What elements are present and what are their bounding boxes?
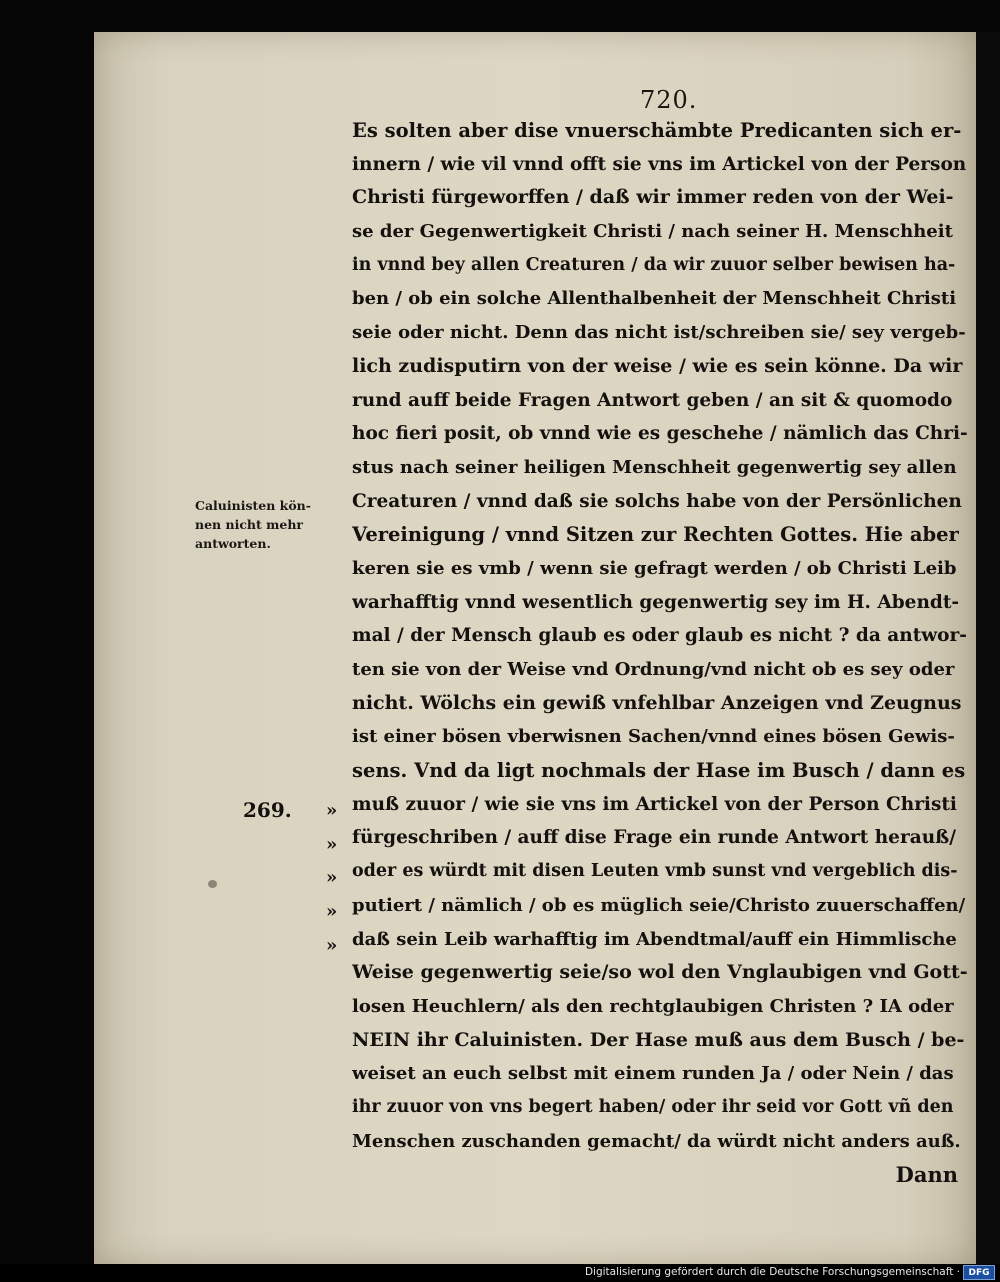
text-line: muß zuuor / wie sie vns im Artickel von der Person Christi [352, 793, 957, 815]
text-line: lich zudisputirn von der weise / wie es sein könne. Da wir [352, 354, 963, 377]
text-line: warhafftig vnnd wesentlich gegenwertig sey im H. Abendt- [352, 591, 960, 613]
text-line: in vnnd bey allen Creaturen / da wir zuuor selber bewisen ha- [352, 254, 956, 275]
text-line: mal / der Mensch glaub es oder glaub es nicht ? da antwor- [352, 625, 967, 647]
text-line: ist einer bösen vberwisnen Sachen/vnnd eines bösen Gewis- [352, 726, 955, 748]
quotation-mark: » [326, 934, 338, 956]
marginal-note-line: antworten. [195, 536, 271, 551]
page-edge-shadow [976, 32, 1000, 1264]
text-line: Es solten aber dise vnuerschämbte Predicanten sich er- [352, 119, 962, 142]
text-line: hoc fieri posit, ob vnnd wie es geschehe / nämlich das Chri- [352, 423, 968, 445]
text-line: keren sie es vmb / wenn sie gefragt werden / ob Christi Leib [352, 557, 957, 579]
page-number: 720. [640, 86, 698, 114]
text-line: nicht. Wölchs ein gewiß vnfehlbar Anzeigen vnd Zeugnus [352, 691, 962, 714]
text-line: innern / wie vil vnnd offt sie vns im Artickel von der Person [352, 153, 967, 175]
quotation-mark: » [326, 833, 338, 855]
ink-blot [208, 880, 217, 888]
text-line: putiert / nämlich / ob es müglich seie/Christo zuuerschaffen/ [352, 894, 966, 916]
text-line: Christi fürgeworffen / daß wir immer reden von der Wei- [352, 186, 954, 209]
text-line: Vereinigung / vnnd Sitzen zur Rechten Gottes. Hie aber [352, 523, 959, 547]
marginal-note-line: Caluinisten kön- [195, 498, 311, 513]
quotation-mark: » [326, 901, 338, 923]
body-text [352, 114, 968, 1192]
text-line: ihr zuuor von vns begert haben/ oder ihr seid vor Gott vñ den [352, 1096, 954, 1117]
text-line: Creaturen / vnnd daß sie solchs habe von der Persönlichen [352, 490, 962, 512]
dfg-logo: DFG [963, 1265, 995, 1280]
text-line: Menschen zuschanden gemacht/ da würdt nicht anders auß. [352, 1130, 961, 1152]
reference-number: 269. [243, 798, 292, 822]
text-line: se der Gegenwertigkeit Christi / nach seiner H. Menschheit [352, 221, 953, 243]
footer-credit: Digitalisierung gefördert durch die Deutsche Forschungsgemeinschaft · [584, 1266, 960, 1278]
quotation-marks-column [326, 794, 348, 962]
text-line: oder es würdt mit disen Leuten vmb sunst vnd vergeblich dis- [352, 861, 958, 882]
quotation-mark: » [326, 867, 338, 889]
text-line: losen Heuchlern/ als den rechtglaubigen Christen ? IA oder [352, 995, 954, 1017]
text-line: stus nach seiner heiligen Menschheit gegenwertig sey allen [352, 456, 957, 478]
text-line: Weise gegenwertig seie/so wol den Vnglaubigen vnd Gott- [352, 961, 968, 984]
text-line: ten sie von der Weise vnd Ordnung/vnd nicht ob es sey oder [352, 659, 955, 680]
text-line: daß sein Leib warhafftig im Abendtmal/auff ein Himmlische [352, 928, 957, 950]
text-line: sens. Vnd da ligt nochmals der Hase im Busch / dann es [352, 759, 966, 783]
text-line: rund auff beide Fragen Antwort geben / an sit & quomodo [352, 389, 953, 411]
text-line: Dann [895, 1162, 958, 1188]
text-line: fürgeschriben / auff dise Frage ein runde Antwort herauß/ [352, 827, 956, 849]
text-line: seie oder nicht. Denn das nicht ist/schreiben sie/ sey vergeb- [352, 322, 966, 344]
text-line: weiset an euch selbst mit einem runden Ja / oder Nein / das [352, 1063, 954, 1085]
marginal-note [195, 496, 350, 553]
text-line: NEIN ihr Caluinisten. Der Hase muß aus dem Busch / be- [352, 1028, 965, 1051]
text-line: ben / ob ein solche Allenthalbenheit der Menschheit Christi [352, 288, 957, 310]
marginal-note-line: nen nicht mehr [195, 517, 303, 532]
quotation-mark: » [326, 800, 338, 821]
